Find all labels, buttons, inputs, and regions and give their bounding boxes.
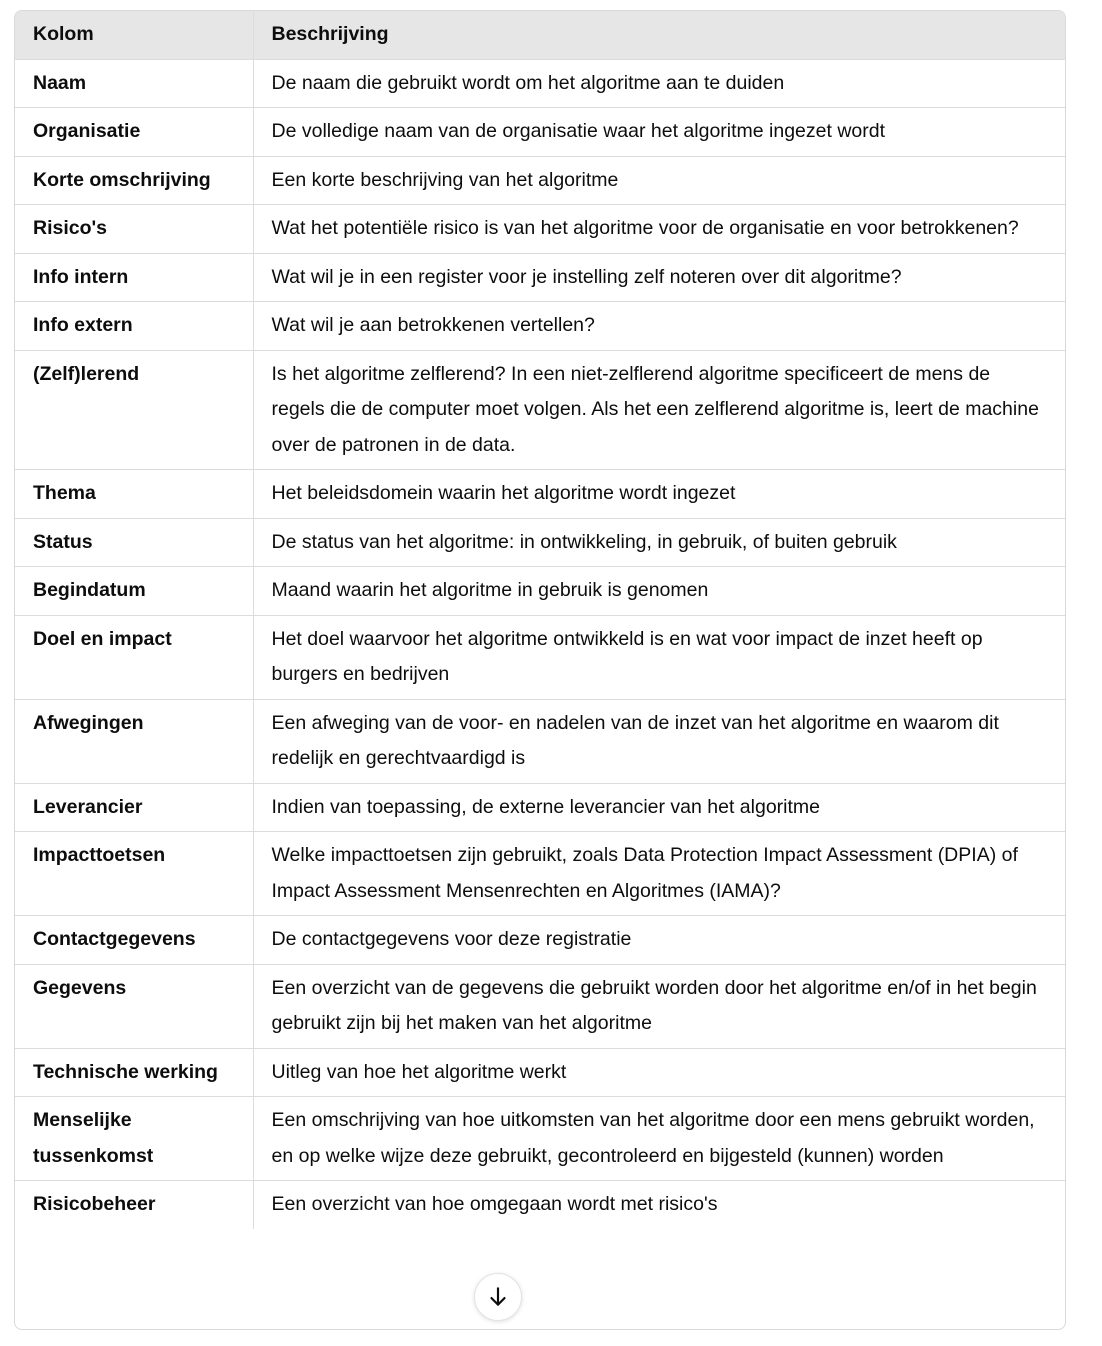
table-row: [15, 205, 1065, 254]
row-key-cell: Risico's: [15, 205, 253, 254]
row-key-cell: Gegevens: [15, 964, 253, 1048]
row-key-cell: Menselijke tussenkomst: [15, 1097, 253, 1181]
table-row: [15, 253, 1065, 302]
table-row: [15, 518, 1065, 567]
column-header-beschrijving: Beschrijving: [253, 11, 1065, 59]
row-description-cell: Is het algoritme zelflerend? In een niet-zelflerend algoritme specificeert de mens de regels die de computer moet volgen. Als het een zelflerend algoritme is, leert de machine over de patronen in de data.: [253, 350, 1065, 470]
row-description-cell: Wat wil je in een register voor je instelling zelf noteren over dit algoritme?: [253, 253, 1065, 302]
row-description-cell: Een korte beschrijving van het algoritme: [253, 156, 1065, 205]
row-description-cell: Indien van toepassing, de externe leverancier van het algoritme: [253, 783, 1065, 832]
row-key-cell: Impacttoetsen: [15, 832, 253, 916]
column-header-kolom: Kolom: [15, 11, 253, 59]
table-row: [15, 108, 1065, 157]
table-row: [15, 470, 1065, 519]
row-key-cell: Naam: [15, 59, 253, 108]
scroll-down-button[interactable]: [474, 1273, 522, 1321]
row-key-cell: Organisatie: [15, 108, 253, 157]
row-key-cell: Info extern: [15, 302, 253, 351]
data-table: [15, 11, 1065, 1229]
table-row: [15, 783, 1065, 832]
row-key-cell: Status: [15, 518, 253, 567]
row-description-cell: De naam die gebruikt wordt om het algoritme aan te duiden: [253, 59, 1065, 108]
row-description-cell: Een overzicht van de gegevens die gebruikt worden door het algoritme en/of in het begin gebruikt zijn bij het maken van het algoritme: [253, 964, 1065, 1048]
arrow-down-icon: [485, 1284, 511, 1310]
row-key-cell: Leverancier: [15, 783, 253, 832]
table-row: [15, 699, 1065, 783]
data-table-container: [14, 10, 1066, 1330]
row-description-cell: Een overzicht van hoe omgegaan wordt met risico's: [271, 1193, 718, 1215]
row-description-cell: Uitleg van hoe het algoritme werkt: [253, 1048, 1065, 1097]
row-key-cell: Info intern: [15, 253, 253, 302]
row-key-cell: Korte omschrijving: [15, 156, 253, 205]
row-description-cell: De volledige naam van de organisatie waar het algoritme ingezet wordt: [253, 108, 1065, 157]
row-key-cell: Thema: [15, 470, 253, 519]
table-row: [15, 350, 1065, 470]
row-key-cell: Technische werking: [15, 1048, 253, 1097]
table-row: [15, 916, 1065, 965]
row-description-cell: Het doel waarvoor het algoritme ontwikkeld is en wat voor impact de inzet heeft op burgers en bedrijven: [253, 615, 1065, 699]
table-row: [15, 1048, 1065, 1097]
row-description-cell: Welke impacttoetsen zijn gebruikt, zoals Data Protection Impact Assessment (DPIA) of Impact Assessment Mensenrechten en Algoritmes (IAMA)?: [253, 832, 1065, 916]
row-description-cell: Een omschrijving van hoe uitkomsten van het algoritme door een mens gebruikt worden, en op welke wijze deze gebruikt, gecontroleerd en bijgesteld (kunnen) worden: [253, 1097, 1065, 1181]
table-row: [15, 964, 1065, 1048]
table-row: [15, 1181, 1065, 1229]
row-description-cell: Een afweging van de voor- en nadelen van de inzet van het algoritme en waarom dit redelijk en gerechtvaardigd is: [253, 699, 1065, 783]
table-body: [15, 59, 1065, 1229]
table-row: [15, 567, 1065, 616]
row-key-cell: Begindatum: [15, 567, 253, 616]
row-description-cell: De status van het algoritme: in ontwikkeling, in gebruik, of buiten gebruik: [253, 518, 1065, 567]
row-description-cell: Wat het potentiële risico is van het algoritme voor de organisatie en voor betrokkenen?: [253, 205, 1065, 254]
row-description-cell: Het beleidsdomein waarin het algoritme wordt ingezet: [253, 470, 1065, 519]
row-description-cell: Wat wil je aan betrokkenen vertellen?: [253, 302, 1065, 351]
table-row: [15, 832, 1065, 916]
row-key-cell: Afwegingen: [15, 699, 253, 783]
table-row: [15, 615, 1065, 699]
row-description-cell: Maand waarin het algoritme in gebruik is genomen: [253, 567, 1065, 616]
row-description-cell: De contactgegevens voor deze registratie: [253, 916, 1065, 965]
row-key-cell: Risicobeheer: [15, 1181, 253, 1229]
row-key-cell: Contactgegevens: [15, 916, 253, 965]
row-key-cell: Doel en impact: [15, 615, 253, 699]
table-header-row: [15, 11, 1065, 59]
table-row: [15, 302, 1065, 351]
table-row: [15, 59, 1065, 108]
row-key-cell: (Zelf)lerend: [15, 350, 253, 470]
table-row: [15, 1097, 1065, 1181]
table-row: [15, 156, 1065, 205]
